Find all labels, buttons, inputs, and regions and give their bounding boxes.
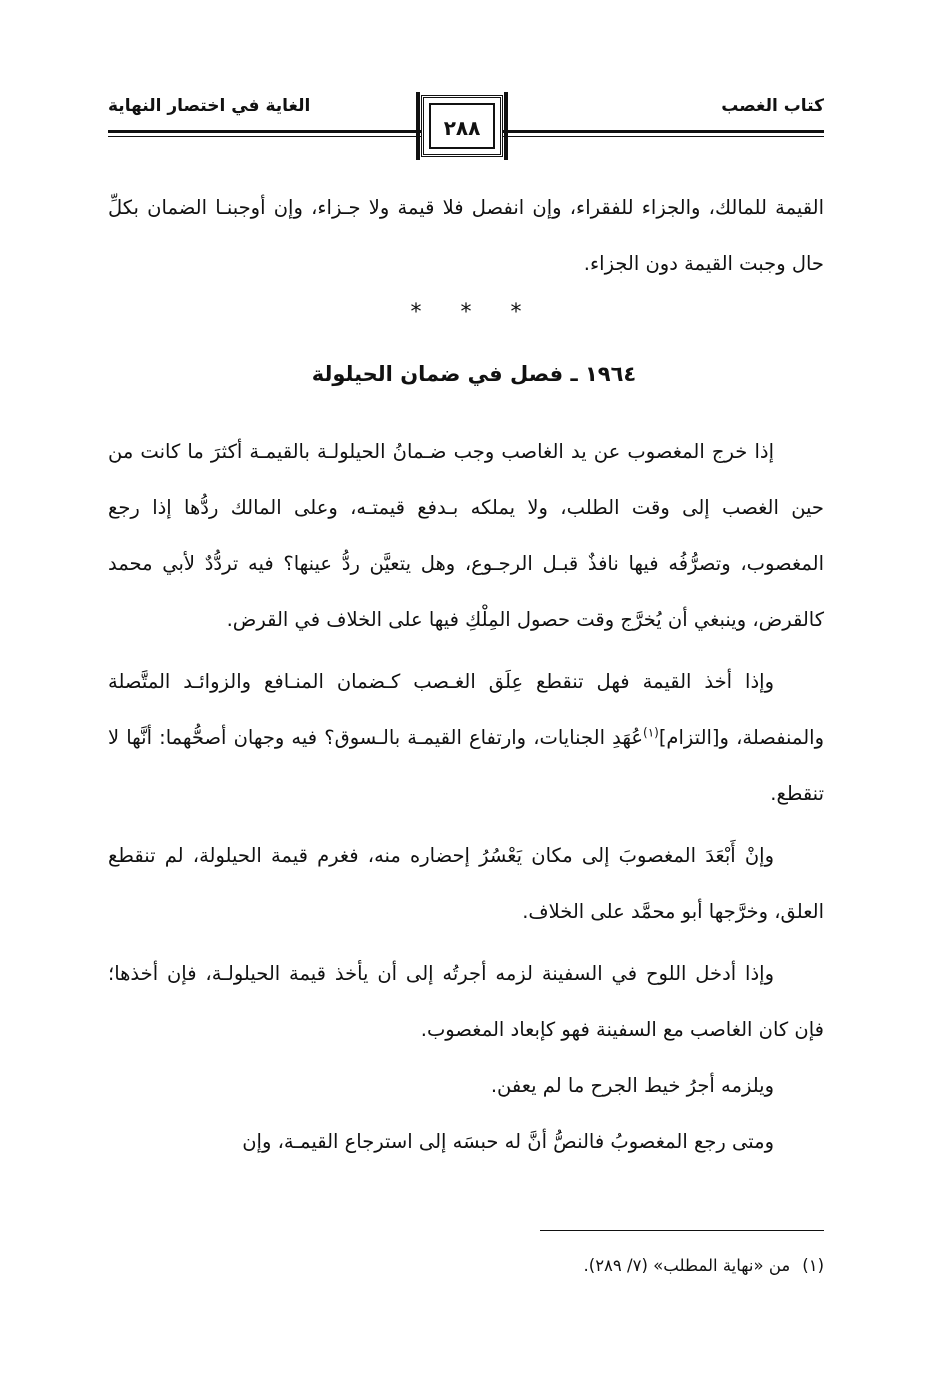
- frame-bar-left: [416, 92, 420, 160]
- frame-bar-right: [504, 92, 508, 160]
- footnote: [584, 1256, 825, 1275]
- footnote-text: من «نهاية المطلب» (٧/ ٢٨٩).: [583, 1256, 791, 1275]
- paragraph-5: ويلزمه أجرُ خيط الجرح ما لم يعفن.: [490, 1074, 774, 1097]
- book-title: الغاية في اختصار النهاية: [108, 96, 311, 116]
- continuation-paragraph: القيمة للمالك، والجزاء للفقراء، وإن انفصل فلا قيمة ولا جـزاء، وإن أوجبنـا الضمان بكلِّ حال وجبت القيمة دون الجزاء.: [108, 196, 824, 275]
- paragraph-2-end: عُهَدِ الجنايات، وارتفاع القيمـة بالـسوق؟ فيه وجهان أصحُّهما: أنَّها لا تنقطع.: [108, 726, 824, 805]
- paragraph-6: ومتى رجع المغصوبُ فالنصُّ أنَّ له حبسَه إلى استرجاع القيمـة، وإن: [242, 1130, 774, 1153]
- paragraph-1: إذا خرج المغصوب عن يد الغاصب وجب ضـمانُ الحيلولـة بالقيمـة أكثرَ ما كانت من حين الغصب إلى وقت الطلب، ولا يملكه بـدفع قيمتـه، وعلى المالك ردُّها إذا رجع المغصوب، وتصرُّفُه فيها نافذٌ قبـل الرجـوع، وهل يتعيَّن ردُّ عينها؟ فيه تردُّدٌ لأبي محمد كالقرض، وينبغي أن يُخرَّج وقت حصول المِلْكِ فيها على الخلاف في القرض.: [108, 440, 824, 631]
- footnote-rule: [540, 1230, 824, 1231]
- footnote-reference[interactable]: (١): [643, 725, 659, 740]
- paragraph-2-start: وإذا أخذ القيمة فهل تنقطع عِلَق الغـصب كـضمان المنـافع والزوائـد المتَّصلة والمنفصلة، و[التزام]: [108, 670, 824, 749]
- page-number: ٢٨٨: [443, 116, 481, 140]
- paragraph-4: وإذا أدخل اللوح في السفينة لزمه أجرتُه إلى أن يأخذ قيمة الحيلولـة، فإن أخذها؛ فإن كان الغاصب مع السفينة فهو كإبعاد المغصوب.: [108, 962, 824, 1041]
- section-heading: ١٩٦٤ ـ فصل في ضمان الحيلولة: [311, 362, 637, 386]
- page-number-frame: [421, 95, 503, 157]
- section-separator: * * *: [410, 300, 538, 325]
- chapter-title: كتاب الغصب: [721, 96, 824, 116]
- continuation-text-block: [108, 180, 824, 292]
- footnote-marker: (١): [802, 1256, 824, 1275]
- paragraph-3: وإنْ أَبْعَدَ المغصوبَ إلى مكان يَعْسُرُ إحضاره منه، فغرم قيمة الحيلولة، لم تنقطع العلق، وخرَّجها أبو محمَّد على الخلاف.: [108, 844, 824, 923]
- main-text-block: [108, 424, 824, 1170]
- paragraph-2: [108, 654, 824, 822]
